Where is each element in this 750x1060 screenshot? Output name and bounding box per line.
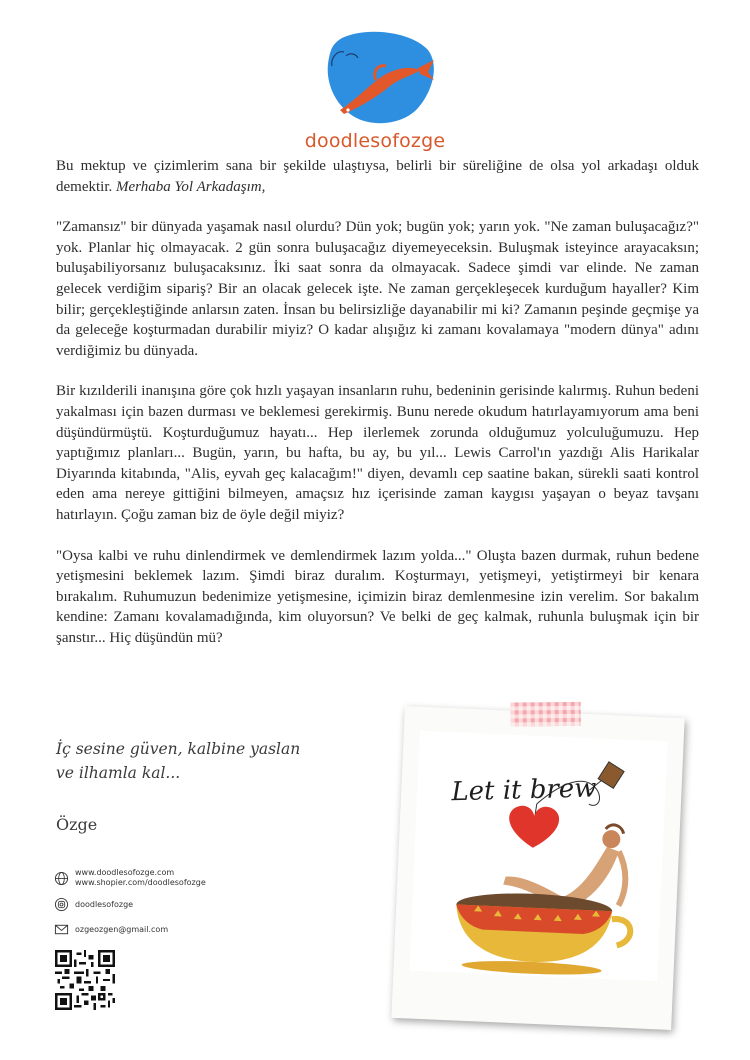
polaroid-photo <box>409 731 667 982</box>
polaroid-illustration <box>391 706 684 1030</box>
let-it-brew-lettering: Let it brew <box>451 773 597 808</box>
letter-paragraph-1: Bu mektup ve çizimlerim sana bir şekilde ulaştıysa, belirli bir süreliğine de olsa yol arkadaşı olduk demektir. Merhaba Yol Arkadaşım, <box>56 158 699 195</box>
heart-icon <box>508 805 560 849</box>
tea-illustration <box>409 731 667 982</box>
instagram-handle[interactable]: doodlesofozge <box>75 900 134 909</box>
email-address[interactable]: ozgeozgen@gmail.com <box>75 925 169 934</box>
letter-paragraph-4: "Oysa kalbi ve ruhu dinlendirmek ve demlendirmek lazım yolda..." Oluşta bazen durmak, ruhun bedene yetişmesini beklemek lazım. Şimdi biraz duralım. Koşturmayı, yetişmeyi, yetiştirmeyi bir kenara bırakalım. Ruhumuzun bedenimize yetişmesine, içimizin biraz demlenmesine izin verelim. Sor bakalım kendine: Zamanı kovalamadığında, kim oluyorsun? Ve belki de geç kalmak, ruhunla buluşmak için bir şanstır... Hiç düşündün mü? <box>56 547 699 646</box>
greeting: Merhaba Yol Arkadaşım, <box>116 178 266 195</box>
brand-logo <box>320 30 438 126</box>
signature: Özge <box>56 815 98 834</box>
letter-paragraph-3: Bir kızılderili inanışına göre çok hızlı yaşayan insanların ruhu, bedeninin gerisinde kalırmış. Ruhun bedeni yakalması için bazen durması ve beklemesi gerekirmiş. Bunu nerede okudum hatırlayamıyorum ama beni düşündürmüştü. Koşturduğumuz hayatı... Hep ilerlemek zorunda olduğumuz yolculuğumuzu. Hep yaptığımız planları... Bugün, yarın, bu hafta, bu ay, bu yıl... Lewis Carrol'ın yazdığı Alis Harikalar Diyarında kitabında, "Alis, eyvah geç kalacağım!" diyen, devamlı cep saatine bakan, sürekli saati kontrol eden ama nereye gittiğini bilmeyen, amaçsız hız içerisinde zaman kaygısı yaşayan o beyaz tavşanı hatırlayın. Çoğu zaman biz de öyle değil miyiz? <box>56 383 699 523</box>
brand-name: doodlesofozge <box>304 130 446 152</box>
shop-link[interactable]: www.shopier.com/doodlesofozge <box>75 878 206 887</box>
quote-line-1: İç sesine güven, kalbine yaslan <box>56 740 301 758</box>
contact-email <box>54 922 168 937</box>
qr-code[interactable] <box>55 950 115 1010</box>
letter-body <box>56 156 699 668</box>
contact-instagram <box>54 897 133 912</box>
closing-quote <box>56 737 300 785</box>
letter-paragraph-2: "Zamansız" bir dünyada yaşamak nasıl olurdu? Dün yok; bugün yok; yarın yok. "Ne zaman buluşacağız?" yok. Planlar hiç olmayacak. 2 gün sonra buluşacağız diyemeyeceksin. Buluşmak isteyince arayacaksın; buluşabiliyorsanız buluşacaksınız. İki saat sonra da olmayacak. Sadece şimdi var elinde. Ne zaman gelecek verdiğim sipariş? Bir an olacak gelecek işte. Ne zaman gerçekleşecek kurduğum hayaller? Kim bilir; gerçekleştiğinde anlarsın zaten. İnsan bu belirsizliğe dayanabilir mi ki? Zamanın peşinde geçmişe ya da geleceğe koşturmadan durabilir miyiz? O kadar alışığız ki zamanı kovalamaya "modern dünya" adını verdiğimiz bu dünyada. <box>56 219 699 359</box>
envelope-icon <box>54 922 69 937</box>
tea-bag-tag-icon <box>598 762 624 789</box>
quote-line-2: ve ilhamla kal... <box>56 764 181 782</box>
contact-web <box>54 868 206 888</box>
teacup-icon <box>453 890 631 978</box>
globe-icon <box>54 871 69 886</box>
instagram-icon <box>54 897 69 912</box>
website-link[interactable]: www.doodlesofozge.com <box>75 868 175 877</box>
washi-tape <box>511 702 581 727</box>
